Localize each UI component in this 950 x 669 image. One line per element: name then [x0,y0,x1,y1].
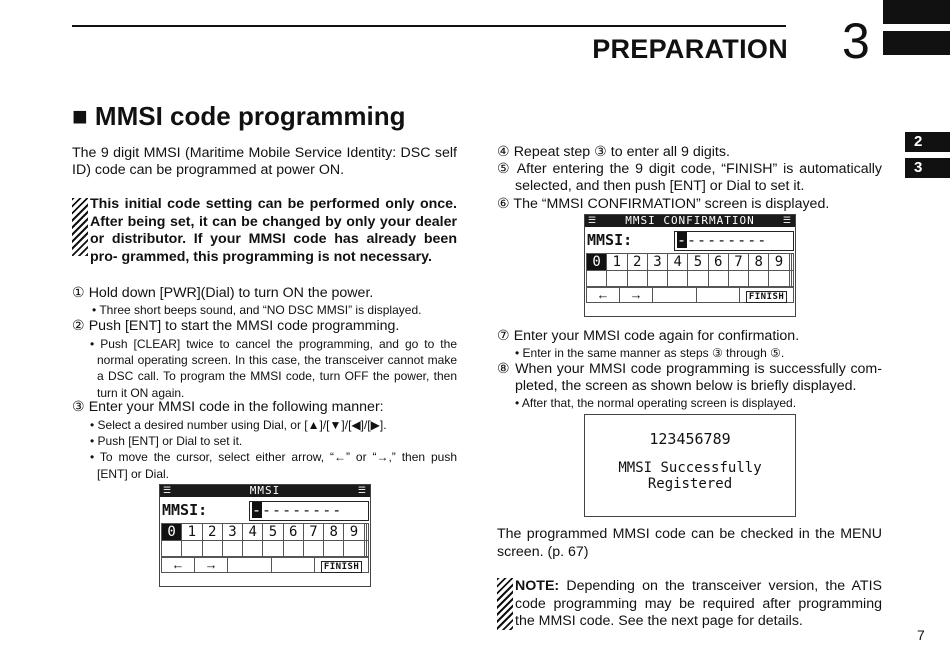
warning-text: This initial code setting can be performed only once. After being set, it can be changed by only your dealer or distributor. If your MMSI code has already been pro- grammed, this programming is not necessary. [90,196,457,265]
digit-key[interactable]: 0 [587,254,607,271]
step-number: ② [72,318,85,334]
digit-key[interactable]: 5 [688,254,708,271]
lcd-confirmation-screen [584,214,796,317]
empty-key [653,287,696,303]
empty-key [647,271,667,288]
section-title: ■ MMSI code programming [72,101,406,131]
empty-key [366,524,368,541]
digit-key[interactable]: 1 [607,254,627,271]
note-icon [497,578,513,630]
menu-icon: ☰ [357,486,367,496]
step-5 [497,161,882,195]
step-text: Enter your MMSI code again for confirmation. [513,328,800,344]
digit-key[interactable]: 7 [303,524,323,541]
mmsi-dashes: -------- [262,501,343,519]
digit-key[interactable]: 5 [263,524,283,541]
digit-keypad [586,253,794,288]
step-3 [72,399,457,482]
step-sub: • Three short beeps sound, and “NO DSC MMSI” is displayed. [92,303,422,317]
lcd-success-screen [584,414,796,517]
finish-label: FINISH [321,561,363,573]
note-text: Depending on the transceiver version, the ATIS code programming may be required after programming the MMSI code. See the next page for details. [515,578,882,629]
digit-key[interactable]: 6 [283,524,303,541]
lcd-title-bar [585,215,795,227]
step-number: ⑥ [497,196,510,212]
step-text: After entering the 9 digit code, “FINISH” is automatically selected, and then push [ENT] or Dial to set it. [515,161,882,194]
digit-key[interactable]: 3 [222,524,242,541]
empty-key [696,287,739,303]
mmsi-label: MMSI: [162,501,208,519]
empty-key [791,271,793,288]
digit-key[interactable]: 9 [769,254,789,271]
empty-key [769,271,789,288]
page-number: 7 [917,627,925,643]
chapter-title: PREPARATION [592,34,788,64]
digit-key[interactable]: 1 [182,524,202,541]
digit-key[interactable]: 8 [324,524,344,541]
empty-key [668,271,688,288]
finish-label: FINISH [746,291,788,303]
step-sub: • After that, the normal operating screen is displayed. [515,396,797,410]
caution-icon [72,198,88,256]
finish-key[interactable] [740,287,794,303]
input-cursor: - [252,501,263,519]
digit-key[interactable]: 6 [708,254,728,271]
step-number: ⑦ [497,328,510,344]
right-arrow-key[interactable]: → [195,557,228,573]
mmsi-dashes: -------- [687,231,768,249]
menu-icon: ☰ [588,216,598,226]
empty-key [263,541,283,558]
empty-key [222,541,242,558]
step-number: ① [72,285,85,301]
digit-key[interactable]: 2 [202,524,222,541]
step-6 [497,196,882,213]
step-text: Repeat step ③ to enter all 9 digits. [513,144,730,160]
check-menu-paragraph: The programmed MMSI code can be checked in the MENU screen. (p. 67) [497,526,882,560]
header-rule [72,25,786,27]
lcd-title: MMSI [249,484,281,497]
digit-key[interactable]: 4 [243,524,263,541]
step-text: Push [ENT] to start the MMSI code programming. [88,318,400,334]
lcd-mmsi-screen [159,484,371,587]
empty-key [243,541,263,558]
mmsi-input-field[interactable] [249,501,369,521]
step-2 [72,318,457,401]
step-text: Enter your MMSI code in the following manner: [88,399,384,415]
step-text: The “MMSI CONFIRMATION” screen is displayed. [513,196,830,212]
step-sub: • Enter in the same manner as steps ③ through ⑤. [515,346,785,360]
success-message: MMSI Successfully [618,460,762,476]
digit-key[interactable]: 9 [344,524,364,541]
empty-key [228,557,271,573]
lcd-button-row [161,556,369,573]
menu-icon: ☰ [782,216,792,226]
empty-key [162,541,182,558]
mmsi-input-field[interactable] [674,231,794,251]
empty-key [303,541,323,558]
empty-key [202,541,222,558]
step-7 [497,328,882,361]
side-tab-2: 2 [905,132,950,152]
success-message: Registered [647,476,733,492]
menu-icon: ☰ [163,486,173,496]
side-tab-3: 3 [905,158,950,178]
lcd-title: MMSI CONFIRMATION [625,214,755,227]
digit-key[interactable]: 3 [647,254,667,271]
chapter-number: 3 [842,13,870,69]
empty-key [271,557,314,573]
step-number: ③ [72,399,85,415]
note-label: NOTE: [515,578,560,594]
digit-key[interactable]: 0 [162,524,182,541]
step-8 [497,361,882,411]
left-arrow-key[interactable]: ← [162,557,195,573]
finish-key[interactable] [315,557,369,573]
step-text: When your MMSI code programming is successfully com- pleted, the screen as shown below is briefly displayed. [515,361,882,394]
right-arrow-key[interactable]: → [620,287,653,303]
step-number: ④ [497,144,510,160]
step-sub: • Select a desired number using Dial, or [▲]/[▼]/[◀]/[▶]. [90,418,387,432]
lcd-button-row [586,286,794,303]
empty-key [708,271,728,288]
lcd-title-bar [160,485,370,497]
empty-key [182,541,202,558]
step-number: ⑤ [497,161,512,177]
chapter-tab-bar [883,0,950,24]
empty-key [366,541,368,558]
intro-paragraph: The 9 digit MMSI (Maritime Mobile Service Identity: DSC self ID) code can be programmed at power ON. [72,145,457,178]
empty-key [749,271,769,288]
digit-key[interactable]: 2 [627,254,647,271]
empty-key [283,541,303,558]
empty-key [587,271,607,288]
empty-key [627,271,647,288]
empty-key [324,541,344,558]
digit-key[interactable]: 4 [668,254,688,271]
mmsi-label: MMSI: [587,231,633,249]
digit-keypad [161,523,369,558]
digit-key[interactable]: 7 [728,254,748,271]
step-text: Hold down [PWR](Dial) to turn ON the power. [88,285,374,301]
step-sub: • To move the cursor, select either arrow, “←” or “→,” then push [ENT] or Dial. [90,450,457,481]
empty-key [688,271,708,288]
step-number: ⑧ [497,361,511,377]
step-sub: • Push [ENT] or Dial to set it. [90,434,243,449]
empty-key [344,541,364,558]
empty-key [791,254,793,271]
step-1 [72,285,457,318]
empty-key [607,271,627,288]
input-cursor: - [677,231,688,249]
chapter-tab-bar [883,31,950,55]
step-4 [497,144,882,161]
step-sub: • Push [CLEAR] twice to cancel the programming, and go to the normal operating screen. In this case, the transceiver cannot make a DSC call. To program the MMSI code, turn OFF the power, then turn it ON again. [90,337,457,400]
note-paragraph [515,578,882,631]
mmsi-code-display: 123456789 [649,430,731,448]
empty-key [728,271,748,288]
digit-key[interactable]: 8 [749,254,769,271]
left-arrow-key[interactable]: ← [587,287,620,303]
